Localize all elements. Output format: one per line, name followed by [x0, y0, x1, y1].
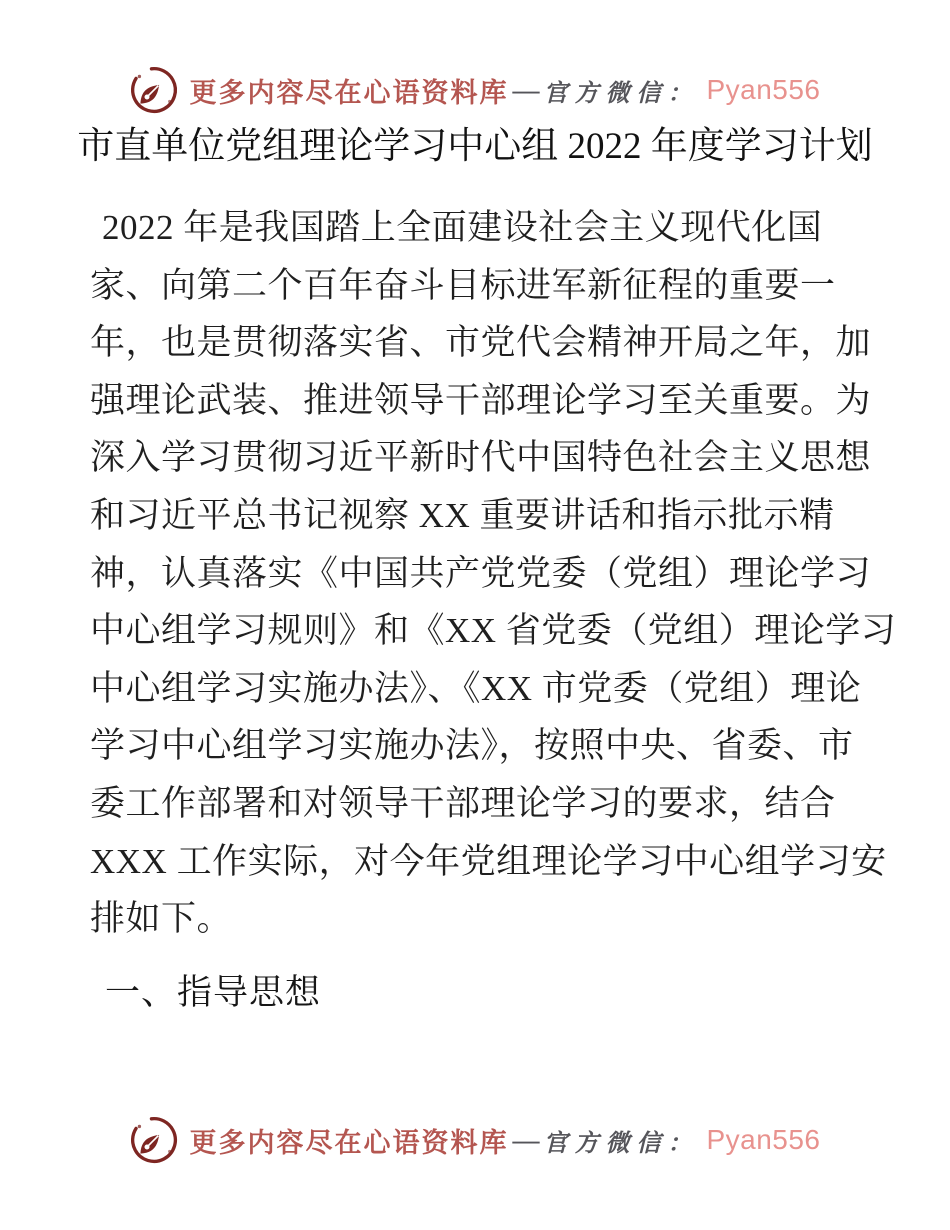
watermark-dash: — [512, 1124, 540, 1155]
pen-nib-logo-icon [129, 65, 179, 115]
paragraph-line: 和习近平总书记视察 XX 重要讲话和指示批示精 [90, 495, 835, 535]
footer-watermark [0, 1112, 950, 1168]
page-title: 市直单位党组理论学习中心组 2022 年度学习计划 [77, 126, 873, 167]
paragraph-line: 中心组学习实施办法》、《XX 市党委（党组）理论 [90, 668, 862, 708]
watermark-wechat-label: 官方微信： [543, 80, 699, 107]
watermark-tagline: 更多内容尽在心语资料库 [189, 1127, 509, 1158]
paragraph-line: 神，认真落实《中国共产党党委（党组）理论学习 [90, 553, 872, 593]
paragraph-line: 强理论武装、推进领导干部理论学习至关重要。为 [90, 380, 872, 420]
watermark-wechat-id: Pyan556 [706, 1124, 821, 1155]
paragraph-line: 年，也是贯彻落实省、市党代会精神开局之年，加 [90, 323, 872, 363]
watermark-wechat-label: 官方微信： [543, 1130, 699, 1157]
paragraph-line: 排如下。 [90, 899, 233, 939]
section-heading: 一、指导思想 [105, 973, 322, 1012]
paragraph-line: 家、向第二个百年奋斗目标进军新征程的重要一 [90, 265, 836, 305]
paragraph-line: 2022 年是我国踏上全面建设社会主义现代化国 [102, 208, 823, 247]
paragraph-line: 中心组学习规则》和《XX 省党委（党组）理论学习 [90, 611, 897, 651]
watermark-wechat-id: Pyan556 [706, 74, 821, 105]
paragraph-line: XXX 工作实际，对今年党组理论学习中心组学习安 [90, 841, 887, 881]
paragraph-line: 学习中心组学习实施办法》，按照中央、省委、市 [90, 726, 854, 766]
body-paragraph [90, 199, 922, 948]
header-watermark [0, 62, 950, 118]
paragraph-line: 委工作部署和对领导干部理论学习的要求，结合 [90, 783, 836, 823]
paragraph-line: 深入学习贯彻习近平新时代中国特色社会主义思想 [90, 438, 872, 478]
watermark-tagline: 更多内容尽在心语资料库 [189, 77, 509, 108]
pen-nib-logo-icon [129, 1115, 179, 1165]
watermark-dash: — [512, 74, 540, 105]
